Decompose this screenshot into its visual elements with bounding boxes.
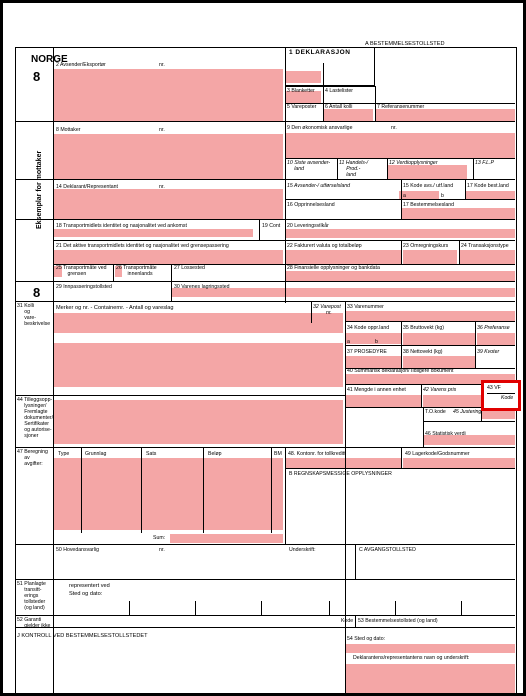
sub-a: a: [403, 193, 406, 199]
f30-label: 30 Varenes lagringssted: [174, 284, 230, 290]
f29-label: 29 Innpasseringstollsted: [56, 284, 112, 290]
f18-label: 18 Transportmidlets identitet og nasjonalitet ved ankomst: [56, 223, 187, 229]
customs-declaration-form: [3, 3, 523, 693]
box-c-label: C AVGANGSTOLLSTED: [359, 547, 416, 553]
f51-label: 51 Planlagte transitt- erings tollsteder (og land): [17, 581, 46, 611]
f48-label: 48. Kontonr. for tollkreditt: [288, 451, 346, 457]
sub-b2: b: [375, 339, 378, 345]
f24-label: 24 Transaksjonstype: [461, 243, 509, 249]
f34-label: 34 Kode oppr.land: [347, 325, 390, 331]
f28-label: 28 Finansielle opplysninger og bankdata: [287, 265, 380, 271]
f17-label: 17 Bestemmelsesland: [403, 202, 455, 208]
f36-label: 36 Preferanse: [477, 325, 510, 331]
field-43-vf-highlight[interactable]: [481, 380, 521, 411]
box-j-label: J KONTROLL VED BESTEMMELSESTOLLSTEDET: [17, 633, 148, 639]
f52-label: 52 Garanti gjelder ikke: [17, 617, 51, 629]
f14-nr: nr.: [159, 184, 165, 190]
country-title: NORGE: [31, 54, 68, 65]
col-grunnlag: Grunnlag: [85, 451, 107, 457]
box-a-label: A BESTEMMELSESTOLLSTED: [365, 41, 445, 47]
f54-label: 54 Sted og dato:: [347, 636, 386, 642]
underskrift-label: Underskrift:: [289, 547, 316, 553]
copy-side-label: Eksemplar for mottaker: [36, 150, 43, 229]
f47-label: 47 Beregning av avgifter:: [17, 449, 48, 467]
f41-label: 41 Mengde i annen enhet: [347, 387, 406, 393]
f33-label: 33 Varenummer: [347, 304, 384, 310]
f20-label: 20 Leveringsvilkår: [287, 223, 329, 229]
sub-a2: a: [347, 339, 350, 345]
f6-label: 6 Antall kolli: [325, 104, 353, 110]
f50-nr: nr.: [159, 547, 165, 553]
f39-label: 39 Kvoter: [477, 349, 500, 355]
f32-label: 32 Varepost nr.: [313, 304, 341, 316]
f25-label: 25 Transportmåte ved grensen: [56, 265, 107, 277]
col-bm: BM: [274, 451, 282, 457]
f5-label: 5 Vareposter: [287, 104, 317, 110]
f35-label: 35 Bruttovekt (kg): [403, 325, 444, 331]
sub-b: b: [441, 193, 444, 199]
f21-label: 21 Det aktive transportmidlets identitet og nasjonalitet ved grensepassering: [56, 243, 229, 249]
f12-label: 12 Verdiopplysninger: [389, 160, 438, 166]
f43-label: 43 VF: [487, 385, 501, 391]
copy-number-bottom: 8: [33, 285, 41, 300]
f40-label: 40 Summarisk deklarasjon/Tidligere dokument: [347, 368, 454, 374]
f15a-label: 15 Kode avs./ utf.land: [403, 183, 454, 189]
f2-nr: nr.: [159, 62, 165, 68]
f17a-label: 17 Kode best.land: [467, 183, 509, 189]
f14-label: 14 Deklarant/Representant: [56, 184, 118, 190]
f37-label: 37 PROSEDYRE: [347, 349, 387, 355]
tokode-label: T.O.kode: [425, 409, 446, 415]
kode-label: Kode: [341, 618, 354, 624]
f46-label: 46 Statistisk verdi: [425, 431, 466, 437]
f49-label: 49 Lagerkode/Godsnummer: [405, 451, 470, 457]
declaration-title: 1 DEKLARASJON: [289, 49, 351, 56]
f22-label: 22 Fakturert valuta og totalbeløp: [287, 243, 362, 249]
f27-label: 27 Lossested: [174, 265, 205, 271]
sum-label: Sum:: [153, 535, 166, 541]
f31-text: Merker og nr. - Containernr. - Antall og vareslag: [56, 305, 174, 311]
f13-label: 13 F.L.P: [475, 160, 494, 166]
copy-number: 8: [33, 69, 41, 84]
represented-label: representert ved: [69, 583, 110, 589]
f43-inner-line: [487, 393, 515, 394]
f3-label: 3 Blanketter: [287, 88, 315, 94]
box-b-label: B REGNSKAPSMESSIGE OPPLYSNINGER: [289, 471, 392, 477]
f9-nr: nr.: [391, 125, 397, 131]
col-belop: Beløp: [208, 451, 222, 457]
f43-kode: Kode: [501, 395, 514, 401]
f10-label: 10 Siste avsender- land: [287, 160, 331, 172]
f8-label: 8 Mottaker: [56, 127, 81, 133]
f31-label: 31 Kolli og vare- beskrivelse: [17, 303, 51, 327]
f7-label: 7 Referansenummer: [377, 104, 425, 110]
f8-nr: nr.: [159, 127, 165, 133]
f53-label: 53 Bestemmelsestollsted (og land): [358, 618, 438, 624]
f9-label: 9 Den økonomisk ansvarlige: [287, 125, 353, 131]
f4-label: 4 Lastelister: [325, 88, 353, 94]
f15-label: 15 Avsender-/ utførselsland: [287, 183, 351, 189]
col-type: Type: [58, 451, 70, 457]
f16-label: 16 Opprinnelsesland: [287, 202, 335, 208]
f45-label: 45 Justering: [453, 409, 482, 415]
f26-label: 26 Transportmåte innenlands: [116, 265, 157, 277]
f42-label: 42 Varens pris: [423, 387, 457, 393]
f23-label: 23 Omregningskurs: [403, 243, 449, 249]
f50-label: 50 Hovedansvarlig: [56, 547, 99, 553]
f19-label: 19 Cont: [262, 223, 281, 229]
place-date-label: Sted og dato:: [69, 591, 103, 597]
f54-signature-label: Deklarantens/representantens navn og underskrift:: [353, 655, 470, 661]
f38-label: 38 Nettovekt (kg): [403, 349, 443, 355]
f11-label: 11 Handels-/ Prod.- land: [339, 160, 369, 178]
f2-label: 2 Avsender/Eksportør: [56, 62, 106, 68]
col-sats: Sats: [146, 451, 157, 457]
f44-label: 44 Tilleggsopp- lysninger/ Fremlagte dokumenter/ Sertifikater og autorise- sjoner: [17, 397, 54, 439]
